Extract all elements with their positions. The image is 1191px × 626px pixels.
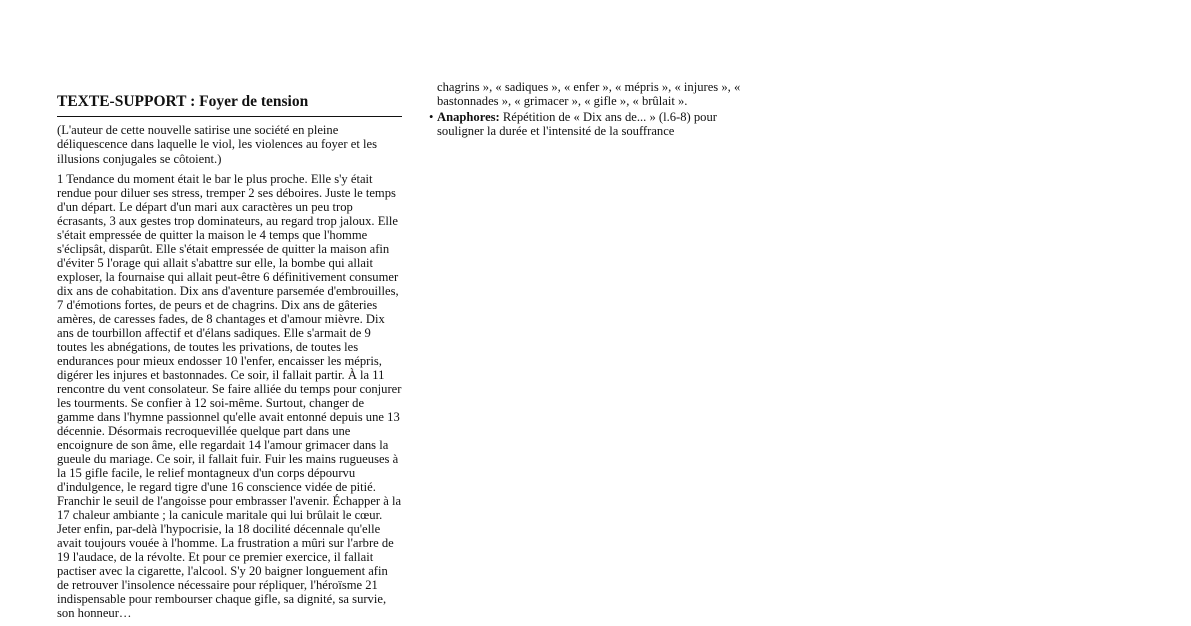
support-text-column <box>57 92 402 620</box>
lexical-field-continuation: chagrins », « sadiques », « enfer », « mépris », « injures », « bastonnades », « grimacer », « gifle », « brûlait ». <box>437 80 741 108</box>
bullet-dot-icon: • <box>429 110 434 124</box>
bullet-text: Répétition de « Dix ans de... » (l.6-8) pour souligner la durée et l'intensité de la souffrance <box>437 110 717 138</box>
analysis-bullet-list <box>429 111 759 138</box>
analysis-column <box>429 81 759 138</box>
section-title: TEXTE-SUPPORT : Foyer de tension <box>57 92 402 117</box>
support-text-body: 1 Tendance du moment était le bar le plus proche. Elle s'y était rendue pour diluer ses stress, tremper 2 ses déboires. Juste le temps d'un départ. Le départ d'un mari aux caractères un peu trop écrasants, 3 aux gestes trop dominateurs, au regard trop jaloux. Elle s'était empressée de quitter la maison le 4 temps que l'homme s'éclipsât, disparût. Elle s'était empressée de quitter la maison afin d'éviter 5 l'orage qui allait s'abattre sur elle, la bombe qui allait exploser, la fournaise qui allait peut-être 6 définitivement consumer dix ans de cohabitation. Dix ans d'aventure parsemée d'embrouilles, 7 d'émotions fortes, de peurs et de chagrins. Dix ans de gâteries amères, de caresses fades, de 8 chantages et d'amour mièvre. Dix ans de tourbillon affectif et d'élans sadiques. Elle s'armait de 9 toutes les abnégations, de toutes les privations, de toutes les endurances pour mieux endosser 10 l'enfer, encaisser les mépris, digérer les injures et bastonnades. Ce soir, il fallait partir. À la 11 rencontre du vent consolateur. Se faire alliée du temps pour conjurer les tourments. Se confier à 12 soi-même. Surtout, changer de gamme dans l'hymne passionnel qu'elle avait entonné depuis une 13 décennie. Désormais recroquevillée quelque part dans une encoignure de son âme, elle regardait 14 l'amour grimacer dans la gueule du mariage. Ce soir, il fallait fuir. Fuir les mains rugueuses à la 15 gifle facile, le relief montagneux d'un corps dépourvu d'indulgence, le regard tigre d'une 16 conscience vidée de pitié. Franchir le seuil de l'angoisse pour embrasser l'avenir. Échapper à la 17 chaleur ambiante ; la canicule maritale qui lui brûlait le cœur. Jeter enfin, par-delà l'hypocrisie, la 18 docilité décennale qu'elle avait toujours vouée à l'homme. La frustration a mûri sur l'arbre de 19 l'audace, de la révolte. Et pour ce premier exercice, il fallait pactiser avec la cigarette, l'alcool. S'y 20 baigner longuement afin de retrouver l'insolence nécessaire pour répliquer, l'héroïsme 21 indispensable pour rembourser chaque gifle, sa dignité, sa survie, son honneur… <box>57 171 402 620</box>
bullet-item-anaphores <box>429 111 759 138</box>
bullet-term: Anaphores: <box>437 110 500 124</box>
intro-note: (L'auteur de cette nouvelle satirise une société en pleine déliquescence dans laquelle le viol, les violences au foyer et les illusions conjugales se côtoient.) <box>57 123 377 166</box>
